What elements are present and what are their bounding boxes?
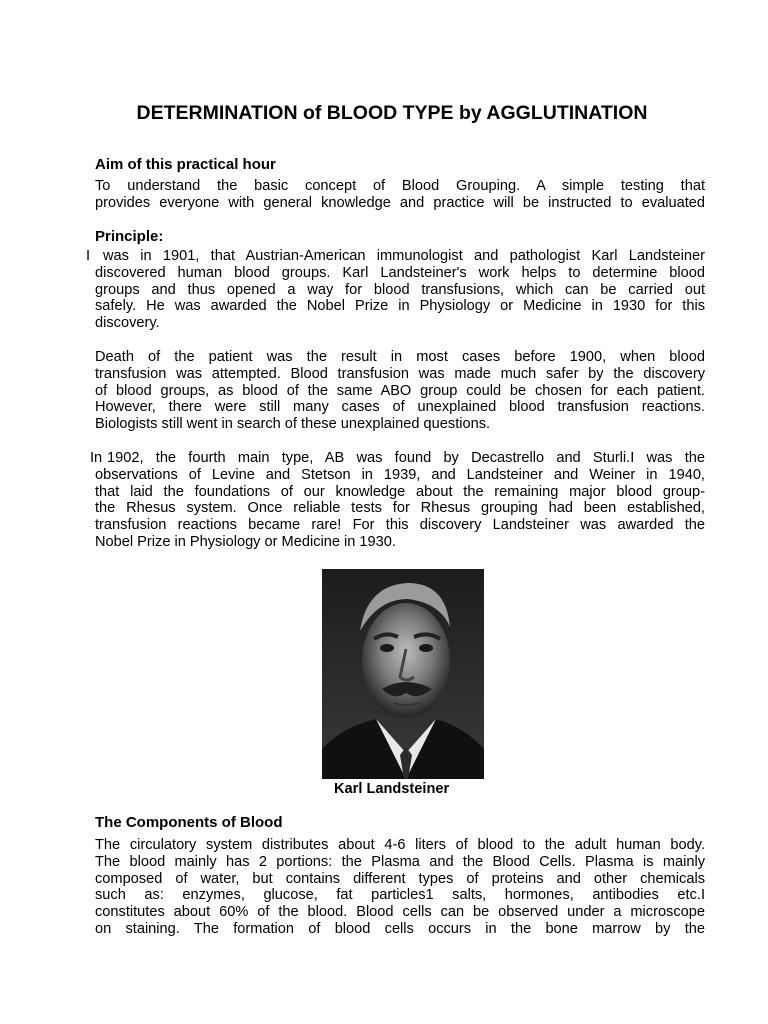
para2-line: However, there were still many cases of unexplained blood transfusion reactions. [95, 399, 705, 416]
para1-line: discovered human blood groups. Karl Landsteiner's work helps to determine blood [95, 264, 705, 281]
portrait-caption: Karl Landsteiner [334, 781, 450, 797]
para1-line: groups and thus opened a way for blood transfusions, which can be carried out [95, 281, 705, 298]
aim-line: provides everyone with general knowledge and practice will be instructed to evaluated [95, 194, 705, 211]
components-line: such as: enzymes, glucose, fat particles1 salts, hormones, antibodies etc.I [95, 887, 705, 904]
para3-line: 1902, the fourth main type, AB was found by Decastrello and Sturli.I was the [107, 450, 705, 466]
principle-paragraph-1 [95, 248, 705, 332]
para3-line: observations of Levine and Stetson in 1939, and Landsteiner and Weiner in 1940, [95, 466, 705, 483]
aim-paragraph [95, 178, 705, 212]
principle-paragraph-3 [95, 450, 705, 551]
para3-line: that laid the foundations of our knowledge about the remaining major blood group- [95, 483, 705, 500]
para1-line: was in 1901, that Austrian-American immunologist and pathologist Karl Landsteiner [103, 248, 705, 264]
para1-line: discovery. [95, 315, 160, 332]
para1-line: safely. He was awarded the Nobel Prize in Physiology or Medicine in 1930 for this [95, 298, 705, 315]
document-title: DETERMINATION of BLOOD TYPE by AGGLUTINATION [136, 102, 648, 124]
components-line: on staining. The formation of blood cells occurs in the bone marrow by the [95, 920, 705, 937]
principle-para1-lead: I [86, 248, 91, 264]
components-line: The circulatory system distributes about 4-6 liters of blood to the adult human body. [95, 837, 705, 853]
components-paragraph [95, 837, 705, 938]
para3-line: transfusion reactions became rare! For this discovery Landsteiner was awarded the [95, 517, 705, 534]
components-heading: The Components of Blood [95, 814, 283, 831]
landsteiner-portrait-photo [322, 569, 484, 779]
components-line: The blood mainly has 2 portions: the Plasma and the Blood Cells. Plasma is mainly [95, 853, 705, 870]
principle-heading: Principle: [95, 228, 164, 245]
para2-line: Biologists still went in search of these unexplained questions. [95, 416, 491, 433]
components-line: composed of water, but contains different types of proteins and other chemicals [95, 870, 705, 887]
para3-line: Nobel Prize in Physiology or Medicine in 1930. [95, 533, 396, 550]
para2-line: transfusion was attempted. Blood transfusion was made much safer by the discovery [95, 365, 705, 382]
principle-para3-lead: In [90, 450, 103, 466]
aim-line: To understand the basic concept of Blood Grouping. A simple testing that [95, 178, 705, 194]
para2-line: Death of the patient was the result in most cases before 1900, when blood [95, 349, 705, 365]
principle-paragraph-2 [95, 349, 705, 433]
components-line: constitutes about 60% of the blood. Blood cells can be observed under a microscope [95, 904, 705, 921]
aim-heading: Aim of this practical hour [95, 156, 276, 173]
para3-line: the Rhesus system. Once reliable tests for Rhesus grouping had been established, [95, 500, 705, 517]
para2-line: of blood groups, as blood of the same ABO group could be chosen for each patient. [95, 382, 705, 399]
